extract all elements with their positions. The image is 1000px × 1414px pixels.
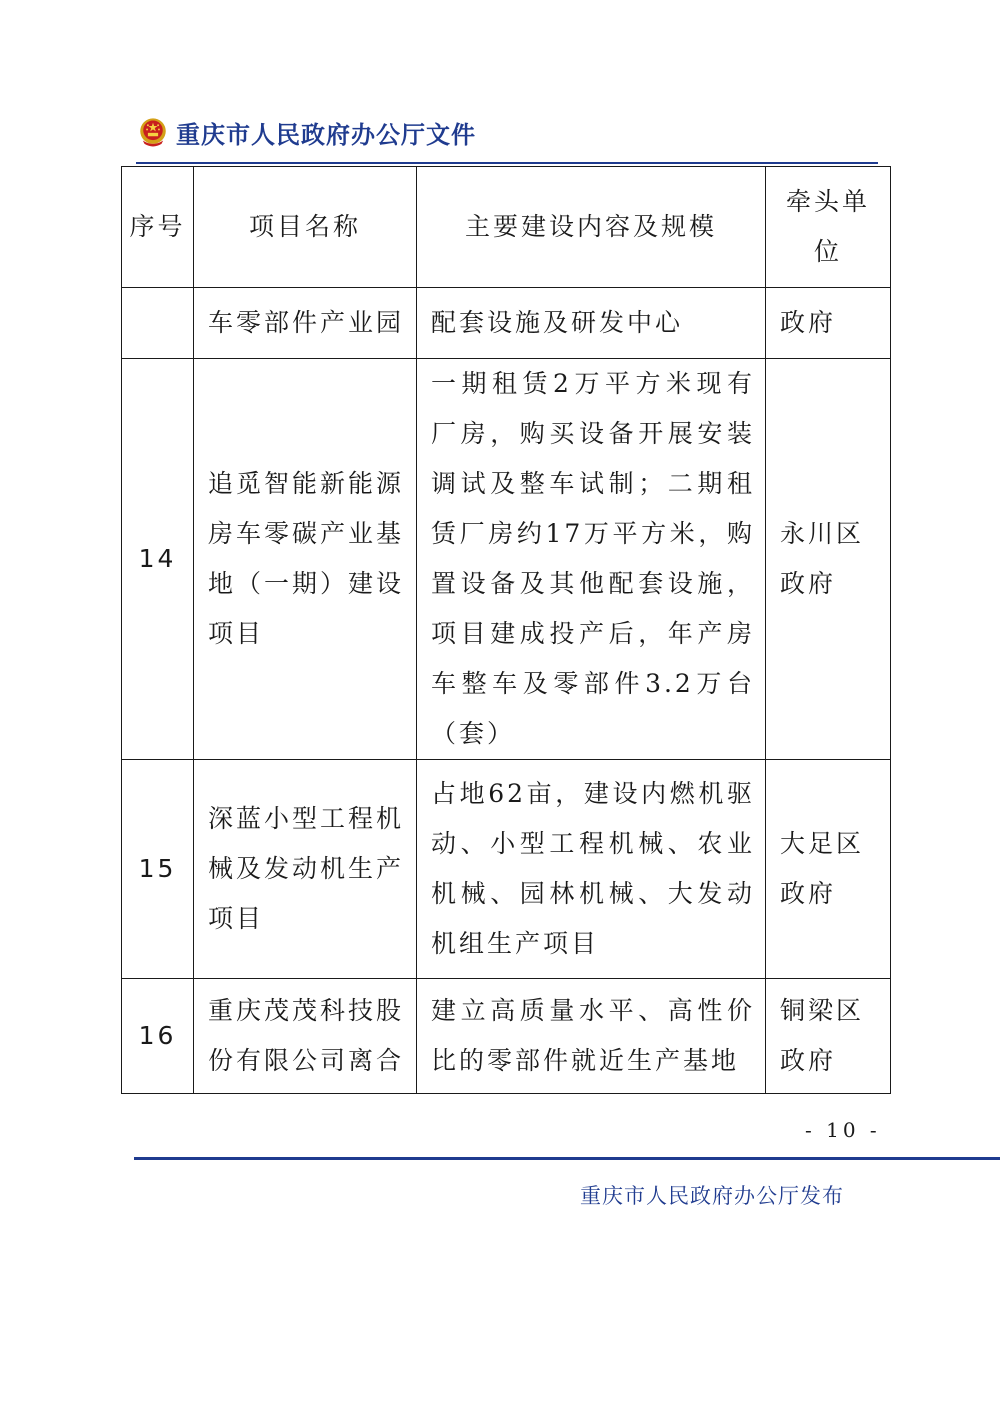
project-name: 重庆茂茂科技股份有限公司离合	[194, 979, 417, 1094]
row-number	[122, 288, 194, 359]
project-name: 深蓝小型工程机械及发动机生产项目	[194, 760, 417, 979]
page-number: - 10 -	[805, 1118, 881, 1142]
column-header-text: 牵头单位	[786, 187, 871, 266]
column-header: 序号	[122, 167, 194, 288]
project-content: 配套设施及研发中心	[417, 288, 766, 359]
lead-unit: 永川区政府	[766, 359, 891, 760]
table-row	[122, 359, 891, 760]
table-row	[122, 979, 891, 1094]
project-content: 建立高质量水平、高性价比的零部件就近生产基地	[417, 979, 766, 1094]
table-header-row	[122, 167, 891, 288]
row-number: 16	[122, 979, 194, 1094]
lead-unit: 政府	[766, 288, 891, 359]
footer-divider	[134, 1157, 1000, 1160]
table-row	[122, 760, 891, 979]
column-header: 项目名称	[194, 167, 417, 288]
row-number: 14	[122, 359, 194, 760]
lead-unit: 大足区政府	[766, 760, 891, 979]
header-divider	[136, 162, 878, 164]
project-name: 追觅智能新能源房车零碳产业基地（一期）建设项目	[194, 359, 417, 760]
table-row	[122, 288, 891, 359]
project-content: 一期租赁2万平方米现有厂房，购买设备开展安装调试及整车试制；二期租赁厂房约17万平方米，购置设备及其他配套设施，项目建成投产后，年产房车整车及零部件3.2万台（套）	[417, 359, 766, 760]
column-header: 主要建设内容及规模	[417, 167, 766, 288]
document-header	[136, 112, 476, 152]
national-emblem-icon	[136, 115, 170, 149]
footer-publisher: 重庆市人民政府办公厅发布	[580, 1184, 844, 1208]
project-name: 车零部件产业园	[194, 288, 417, 359]
project-table	[121, 166, 891, 1094]
column-header	[766, 167, 891, 288]
header-title: 重庆市人民政府办公厅文件	[176, 119, 476, 149]
lead-unit: 铜梁区政府	[766, 979, 891, 1094]
row-number: 15	[122, 760, 194, 979]
project-content: 占地62亩，建设内燃机驱动、小型工程机械、农业机械、园林机械、大发动机组生产项目	[417, 760, 766, 979]
